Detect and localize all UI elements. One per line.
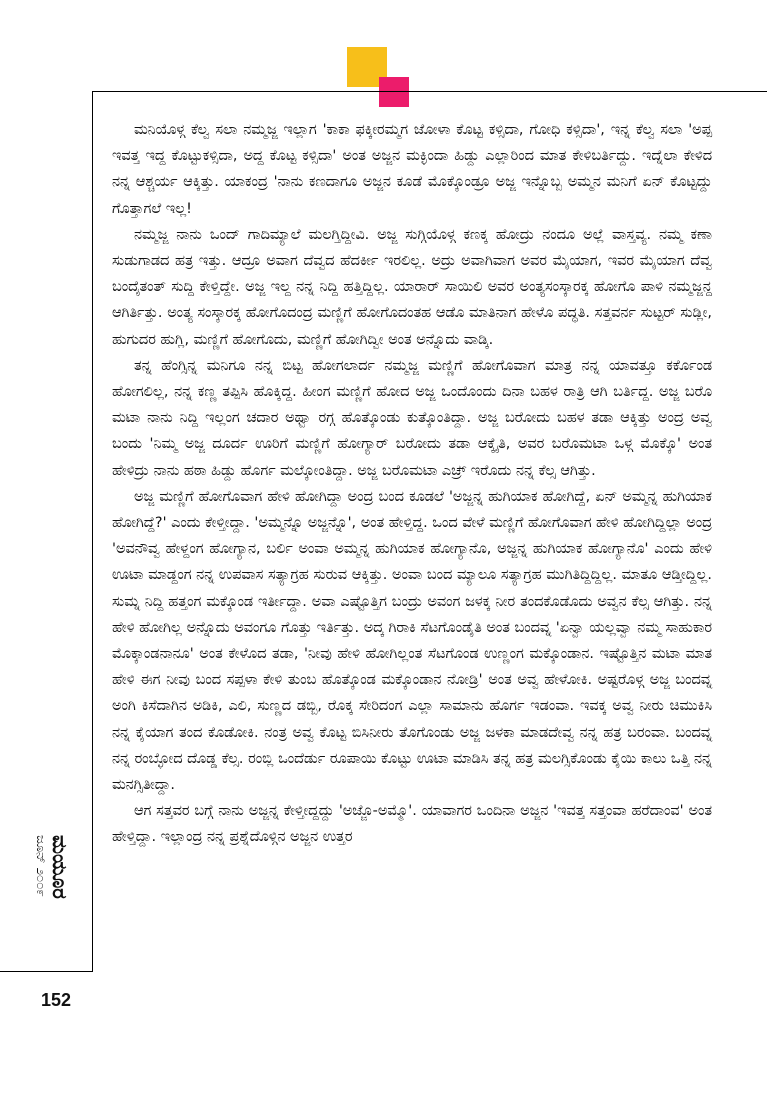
paragraph: ತನ್ನ ಹೆಂಗ್ಸಿನ್ನ ಮನಿಗೂ ನನ್ನ ಬಿಟ್ಟ ಹೋಗಲಾರ್ದ ನಮ್ಮಜ್ಜ ಮಣ್ಣಿಗೆ ಹೋಗೊವಾಗ ಮಾತ್ರ ನನ್ನ ಯಾವತ್ತೂ ಕರ್ಕೊಂಡ ಹೋಗಲಿಲ್ಲ, ನನ್ನ ಕಣ್ಣ ತಪ್ಪಿಸಿ ಹೊಕ್ಕಿದ್ದ. ಹೀಂಗ ಮಣ್ಣಿಗೆ ಹೋದ ಅಜ್ಜ ಒಂದೊಂದು ದಿನಾ ಬಹಳ ರಾತ್ರಿ ಆಗಿ ಬರ್ತಿದ್ದ. ಅಜ್ಜ ಬರೊ ಮಟಾ ನಾನು ನಿದ್ದಿ ಇಲ್ಲಂಗ ಚದಾರ ಅಥ್ವಾ ರಗ್ಗ ಹೊತ್ಕೊಂಡು ಕುತ್ಕೊಂತಿದ್ದಾ. ಅಜ್ಜ ಬರೋದು ಬಹಳ ತಡಾ ಆಕ್ಕಿತ್ತು ಅಂದ್ರ ಅವ್ವ ಬಂದು 'ನಿಮ್ಮ ಅಜ್ಜ ದೂರ್ದ ಊರಿಗೆ ಮಣ್ಣಿಗೆ ಹೋಗ್ಯಾರ್ ಬರೋದು ತಡಾ ಆಕ್ಕೈತಿ, ಅವರ ಬರೊಮಟಾ ಒಳ್ಗ ಮೊಕ್ಕೊ' ಅಂತ ಹೇಳಿದ್ರು ನಾನು ಹಠಾ ಹಿಡ್ದು ಹೊರ್ಗ ಮಲ್ಕೋಂತಿದ್ದಾ. ಅಜ್ಜ ಬರೊಮಟಾ ಎಚ್ರ್ ಇರೊದು ನನ್ನ ಕೆಲ್ಸ ಆಗಿತ್ತು. xyxy=(112,357,712,479)
paragraph: ಅಜ್ಜ ಮಣ್ಣಿಗೆ ಹೋಗೊವಾಗ ಹೇಳಿ ಹೋಗಿದ್ದಾ ಅಂದ್ರ ಬಂದ ಕೂಡಲೆ 'ಅಜ್ಜನ್ನ ಹುಗಿಯಾಕ ಹೋಗಿದ್ದೆ, ಏನ್ ಅಮ್ಮನ್ನ ಹುಗಿಯಾಕ ಹೋಗಿದ್ದೆ?' ಎಂದು ಕೇಳ್ತೀದ್ದಾ. 'ಅಮ್ಮನ್ನೊ ಅಜ್ಜನ್ನೊ', ಅಂತ ಹೇಳ್ತಿದ್ದ. ಒಂದ ವೇಳೆ ಮಣ್ಣಿಗೆ ಹೋಗೊವಾಗ ಹೇಳಿ ಹೋಗಿದ್ದಿಲ್ಲಾ ಅಂದ್ರ 'ಅವನೌವ್ವ ಹೇಳ್ದಂಗ ಹೋಗ್ಯಾನ, ಬರ್ಲಿ ಅಂವಾ ಅಮ್ಮನ್ನ ಹುಗಿಯಾಕ ಹೋಗ್ಯಾನೊ, ಅಜ್ಜನ್ನ ಹುಗಿಯಾಕ ಹೋಗ್ಯಾನೊ' ಎಂದು ಹೇಳಿ ಊಟಾ ಮಾಡ್ದಂಗ ನನ್ನ ಉಪವಾಸ ಸತ್ಯಾಗ್ರಹ ಸುರುವ ಆಕ್ಕಿತ್ತು. ಅಂವಾ ಬಂದ ಮ್ಯಾಲೂ ಸತ್ಯಾಗ್ರಹ ಮುಗಿತಿದ್ದಿದ್ದಿಲ್ಲ. ಮಾತೂ ಆಡ್ತೀದ್ದಿಲ್ಲ. ಸುಮ್ನ ನಿದ್ದಿ ಹತ್ತಂಗ ಮಕ್ಕೊಂಡ ಇರ್ತೀದ್ದಾ. ಅವಾ ಎಷ್ಟೊತ್ತಿಗ ಬಂದ್ರು ಅವಂಗ ಜಳಕ್ಕ ನೀರ ತಂದಕೊಡೊದು ಅವ್ವನ ಕೆಲ್ಸ ಆಗಿತ್ತು. ನನ್ನ ಹೇಳಿ ಹೋಗಿಲ್ಲ ಅನ್ನೊದು ಅವಂಗೂ ಗೊತ್ತು ಇರ್ತಿತ್ತು. ಅದ್ಕ ಗಿರಾಕಿ ಸೆಟಗೊಂಡೈತಿ ಅಂತ ಬಂದವ್ನ 'ಏನ್ವಾ ಯಲ್ಲವ್ವಾ ನಮ್ಮ ಸಾಹುಕಾರ ಮೊಕ್ಕಾಂಡನಾನೂ' ಅಂತ ಕೇಳೊದ ತಡಾ, 'ನೀವು ಹೇಳಿ ಹೋಗಿಲ್ಲಂತ ಸೆಟಗೊಂಡ ಉಣ್ಣಂಗ ಮಕ್ಕೊಂಡಾನ. ಇಷ್ಟೊತ್ತಿನ ಮಟಾ ಮಾತ ಹೇಳಿ ಈಗ ನೀವು ಬಂದ ಸಪ್ಪಳಾ ಕೇಳಿ ತುಂಬ ಹೊತ್ಕೊಂಡ ಮಕ್ಕೊಂಡಾನ ನೋಡ್ರಿ' ಅಂತ ಅವ್ವ ಹೇಳೋಕಿ. ಅಷ್ಟರೊಳ್ಗ ಅಜ್ಜ ಬಂದವ್ನ ಅಂಗಿ ಕಿಸೆದಾಗಿನ ಅಡಿಕಿ, ಎಲಿ, ಸುಣ್ಣದ ಡಬ್ಬಿ, ರೊಕ್ಕ ಸೇರಿದಂಗ ಎಲ್ಲಾ ಸಾಮಾನು ಹೊರ್ಗ ಇಡಂವಾ. ಇವಕ್ಕ ಅವ್ವ ನೀರು ಚಿಮುಕಿಸಿ ನನ್ನ ಕೈಯಾಗ ತಂದ ಕೊಡೋಕಿ. ನಂತ್ರ ಅವ್ವ ಕೊಟ್ಟ ಬಿಸಿನೀರು ತೊಗೊಂಡು ಅಜ್ಜ ಜಳಕಾ ಮಾಡದೇವ್ವ ನನ್ನ ಹತ್ರ ಬರಂವಾ. ಬಂದವ್ನ ನನ್ನ ರಂಬ್ಳೋದ ದೊಡ್ಡ ಕೆಲ್ಸ. ರಂಬ್ಲಿ ಒಂದೆರ್ಡು ರೂಪಾಯಿ ಕೊಟ್ಟು ಊಟಾ ಮಾಡಿಸಿ ತನ್ನ ಹತ್ರ ಮಲಗ್ಸಿಕೊಂಡು ಕೈಯಿ ಕಾಲು ಒತ್ತಿ ನನ್ನ ಮನಗ್ಸಿತೀದ್ದಾ. xyxy=(112,488,712,794)
decorative-pink-square xyxy=(379,77,409,107)
top-rule xyxy=(92,91,767,92)
magazine-name: ಮಯೂರ xyxy=(48,835,72,899)
paragraph: ಆಗ ಸತ್ತವರ ಬಗ್ಗೆ ನಾನು ಅಜ್ಜನ್ನ ಕೇಳ್ತೀದ್ದದ್ದು 'ಅಜ್ಜೊ-ಅಮ್ಮೊ'. ಯಾವಾಗರ ಒಂದಿನಾ ಅಜ್ಜನ 'ಇವತ್ತ ಸತ್ತಂವಾ ಹರೆದಾಂವ' ಅಂತ ಹೇಳ್ತಿದ್ದಾ. ಇಲ್ಲಾಂದ್ರ ನನ್ನ ಪ್ರಶ್ನೆದೊಳ್ಗಿನ ಅಜ್ಜನ ಉತ್ತರ xyxy=(112,803,712,846)
paragraph: ಮನಿಯೊಳ್ಗ ಕೆಲ್ವ ಸಲಾ ನಮ್ಮಜ್ಜ ಇಲ್ಲಾಗ 'ಕಾಕಾ ಫಕ್ಕೀರಮ್ಮಗ ಜೋಳಾ ಕೊಟ್ಟ ಕಳ್ಸಿದಾ, ಗೋಧಿ ಕಳ್ಸಿದಾ', ಇನ್ನ ಕೆಲ್ವ ಸಲಾ 'ಅಪ್ಪ ಇವತ್ತ ಇದ್ದ ಕೊಟ್ಟುಕಳ್ಸಿದಾ, ಅದ್ದ ಕೊಟ್ಟ ಕಳ್ಸಿದಾ' ಅಂತ ಅಜ್ಜನ ಮಕ್ಳಿಂದಾ ಹಿಡ್ದು ಎಲ್ಲಾರಿಂದ ಮಾತ ಕೇಳಿಬರ್ತಿದ್ದು. ಇದ್ನೆಲಾ ಕೇಳಿದ ನನ್ನ ಆಶ್ಚರ್ಯ ಆಕ್ಕಿತ್ತು. ಯಾಕಂದ್ರ 'ನಾನು ಕಣದಾಗೂ ಅಜ್ಜನ ಕೂಡೆ ಮೊಕ್ಕೊಂಡ್ರೂ ಅಜ್ಜ ಇನ್ನೊಬ್ಬ ಅಮ್ಮನ ಮನಿಗೆ ಏನ್ ಕೊಟ್ಟದ್ದು ಗೊತ್ತಾಗಲೆ ಇಲ್ಲ! xyxy=(112,122,712,217)
issue-date: ಜೂನ್ ೨೦೦೯ xyxy=(33,835,48,897)
paragraph: ನಮ್ಮಜ್ಜ ನಾನು ಒಂದ್ ಗಾದಿಮ್ಯಾಲೆ ಮಲಗ್ತಿದ್ದೀವಿ. ಅಜ್ಜ ಸುಗ್ಗಿಯೊಳ್ಗ ಕಣಕ್ಕ ಹೋದ್ರು ನಂದೂ ಅಲ್ಲೆ ವಾಸ್ತವ್ಯ. ನಮ್ಮ ಕಣಾ ಸುಡುಗಾಡದ ಹತ್ರ ಇತ್ತು. ಆದ್ರೂ ಅವಾಗ ದೆವ್ವದ ಹೆದರ್ಕೀ ಇರಲಿಲ್ಲ. ಅದ್ರು ಅವಾಗಿವಾಗ ಅವರ ಮೈಯಾಗ, ಇವರ ಮೈಯಾಗ ದೆವ್ವ ಬಂದೈತಂತ್ ಸುದ್ದಿ ಕೇಳ್ತಿದ್ದೇ. ಅಜ್ಜ ಇಲ್ದ ನನ್ನ ನಿದ್ದಿ ಹತ್ತಿದ್ದಿಲ್ಲ. ಯಾರಾರ್ ಸಾಯಿಲಿ ಅವರ ಅಂತ್ಯಸಂಸ್ಕಾರಕ್ಕ ಹೋಗೊ ಪಾಳಿ ನಮ್ಮಜ್ಜನ್ದ ಆಗಿರ್ತಿತ್ತು. ಅಂತ್ಯ ಸಂಸ್ಕಾರಕ್ಕ ಹೋಗೊದಂದ್ರ ಮಣ್ಣಿಗೆ ಹೋಗೊದಂತಹ ಆಡೊ ಮಾತಿನಾಗ ಹೇಳೊ ಪದ್ಧತಿ. ಸತ್ತವರ್ನ ಸುಟ್ಟರ್ ಸುಡ್ಲೀ, ಹುಗುದರ ಹುಗ್ಲಿ, ಮಣ್ಣಿಗೆ ಹೋಗೊದು, ಮಣ್ಣಿಗೆ ಹೋಗಿದ್ವೀ ಅಂತ ಅನ್ನೊದು ವಾಡ್ಕಿ. xyxy=(112,226,712,348)
page-number: 152 xyxy=(41,990,72,1010)
running-side-label xyxy=(30,835,70,1005)
left-margin-rule xyxy=(92,91,93,971)
article-body xyxy=(112,117,712,851)
